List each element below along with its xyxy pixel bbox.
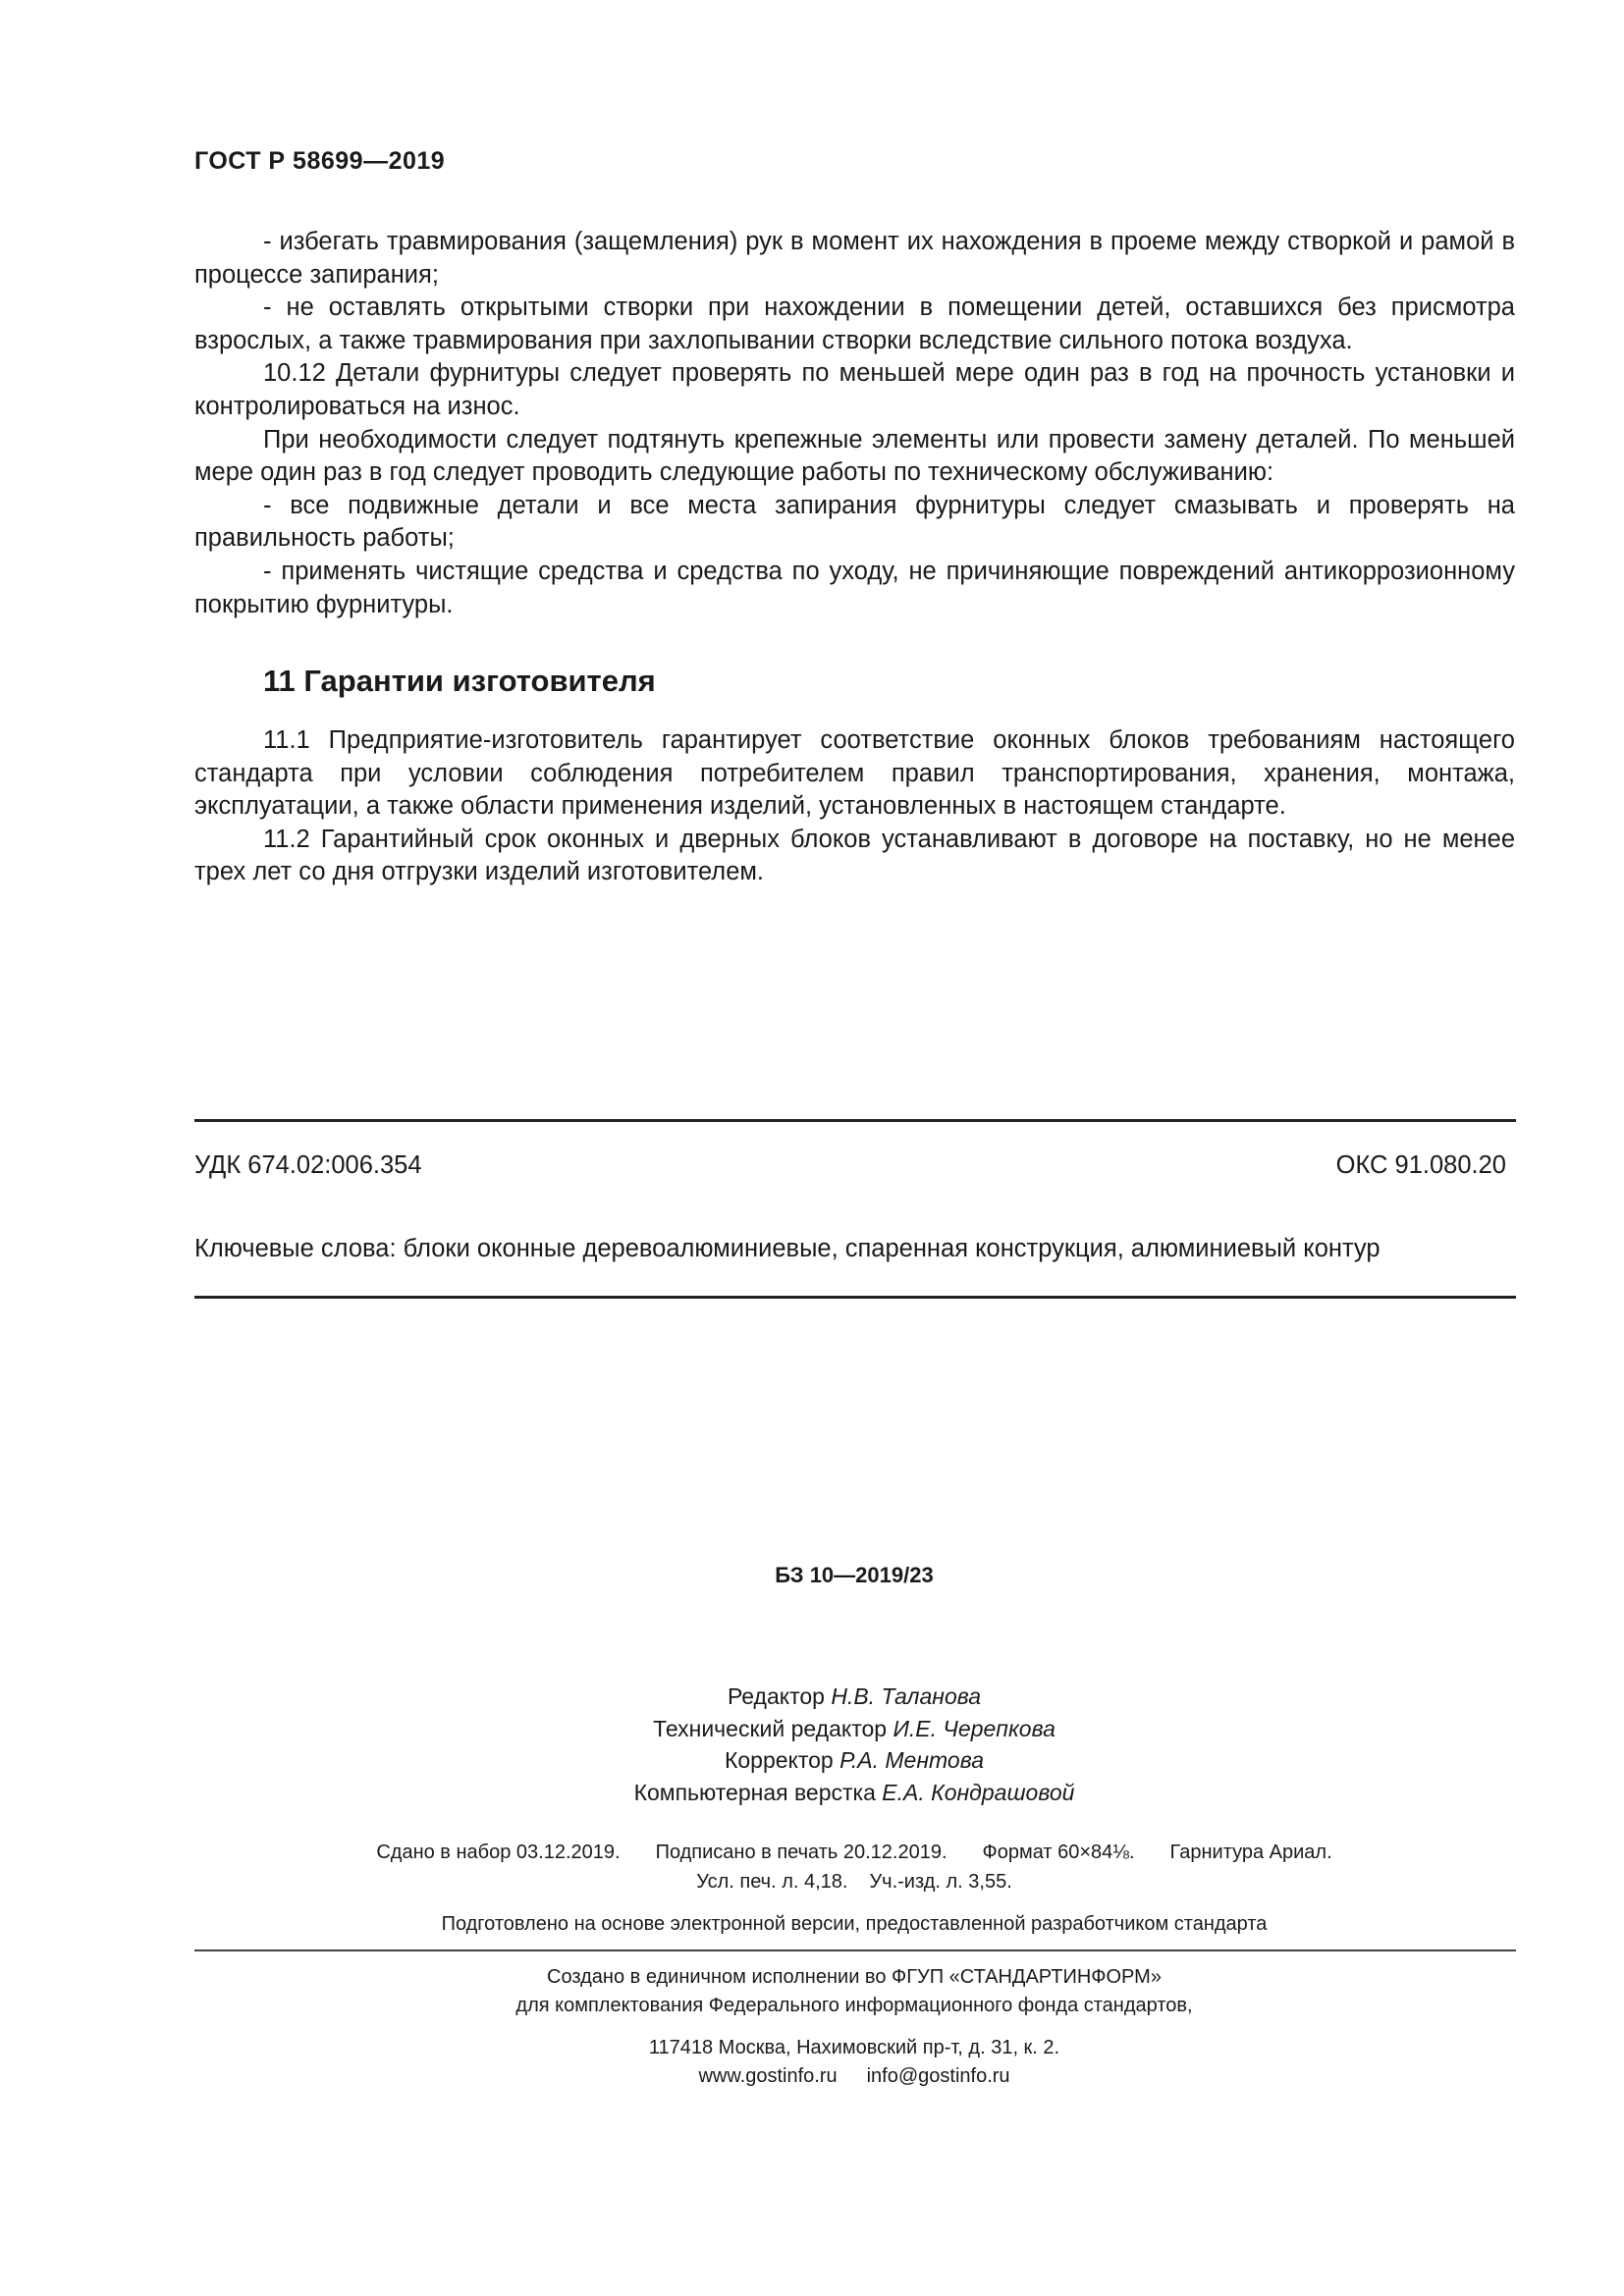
contacts-line xyxy=(0,2062,1624,2091)
submitted-date: Сдано в набор 03.12.2019. xyxy=(376,1842,621,1863)
prepared-note: Подготовлено на основе электронной версии, предоставленной разработчиком стандарта xyxy=(441,1913,1268,1935)
email-link[interactable]: info@gostinfo.ru xyxy=(866,2065,1010,2087)
created-line: Создано в единичном исполнении во ФГУП «СТАНДАРТИНФОРМ» xyxy=(547,1966,1162,1988)
keywords: Ключевые слова: блоки оконные деревоалюминиевые, спаренная конструкция, алюминиевый контур xyxy=(194,1235,1380,1262)
credit-line xyxy=(0,1744,1624,1777)
signed-date: Подписано в печать 20.12.2019. xyxy=(655,1842,947,1863)
paragraph: - избегать травмирования (защемления) рук в момент их нахождения в проеме между створкой и рамой в процессе запирания; xyxy=(194,228,1515,289)
print-format: Формат 60×84⅛. xyxy=(982,1842,1135,1863)
section-title: 11 Гарантии изготовителя xyxy=(263,664,656,698)
page-header-standard-code: ГОСТ Р 58699—2019 xyxy=(194,147,446,175)
paragraph: При необходимости следует подтянуть крепежные элементы или провести замену деталей. По меньшей мере один раз в год следует проводить следующие работы по техническому обслуживанию: xyxy=(194,425,1515,487)
credit-name: Е.А. Кондрашовой xyxy=(882,1779,1075,1805)
credit-name: И.Е. Черепкова xyxy=(893,1715,1056,1741)
section-text xyxy=(194,724,1515,889)
paragraph: - все подвижные детали и все места запирания фурнитуры следует смазывать и проверять на правильность работы; xyxy=(194,491,1515,553)
credit-role: Технический редактор xyxy=(653,1715,888,1741)
credit-role: Компьютерная верстка xyxy=(633,1779,876,1805)
credit-name: Н.В. Таланова xyxy=(831,1683,982,1709)
oks-code: ОКС 91.080.20 xyxy=(1335,1151,1506,1179)
publication-info-line xyxy=(0,1838,1624,1867)
credit-line xyxy=(0,1777,1624,1809)
created-note xyxy=(0,1963,1624,2020)
body-text xyxy=(194,226,1515,621)
print-sheets: Усл. печ. л. 4,18. xyxy=(696,1871,848,1893)
credits-block xyxy=(0,1681,1624,1808)
publication-info xyxy=(0,1838,1624,1896)
credit-line xyxy=(0,1681,1624,1713)
address-block xyxy=(0,2034,1624,2091)
credit-line xyxy=(0,1713,1624,1745)
divider-imprint xyxy=(194,1949,1516,1951)
paragraph: 11.1 Предприятие-изготовитель гарантирует соответствие оконных блоков требованиям настоящего стандарта при условии соблюдения потребителем правил транспортирования, хранения, монтажа, эксплуатации, а также области применения изделий, установленных в настоящем стандарте. xyxy=(194,726,1515,821)
credit-role: Корректор xyxy=(724,1747,834,1773)
typeface: Гарнитура Ариал. xyxy=(1169,1842,1332,1863)
credit-name: Р.А. Ментова xyxy=(839,1747,984,1773)
credit-role: Редактор xyxy=(727,1683,825,1709)
website-link[interactable]: www.gostinfo.ru xyxy=(698,2065,838,2087)
bz-number: БЗ 10—2019/23 xyxy=(775,1563,934,1587)
paragraph: - не оставлять открытыми створки при нахождении в помещении детей, оставшихся без присмотра взрослых, а также травмирования при захлопывании створки вследствие сильного потока воздуха. xyxy=(194,294,1515,354)
paragraph: 10.12 Детали фурнитуры следует проверять по меньшей мере один раз в год на прочность установки и контролироваться на износ. xyxy=(194,359,1515,420)
paragraph: - применять чистящие средства и средства по уходу, не причиняющие повреждений антикоррозионному покрытию фурнитуры. xyxy=(194,557,1515,618)
publisher-sheets: Уч.-изд. л. 3,55. xyxy=(869,1871,1012,1893)
divider-top xyxy=(194,1119,1516,1122)
publication-info-line xyxy=(0,1867,1624,1896)
created-line: для комплектования Федерального информационного фонда стандартов, xyxy=(515,1995,1193,2016)
postal-address: 117418 Москва, Нахимовский пр-т, д. 31, к. 2. xyxy=(648,2037,1060,2058)
divider-bottom xyxy=(194,1296,1516,1299)
paragraph: 11.2 Гарантийный срок оконных и дверных блоков устанавливают в договоре на поставку, но не менее трех лет со дня отгрузки изделий изготовителем. xyxy=(194,825,1515,886)
udk-code: УДК 674.02:006.354 xyxy=(194,1151,422,1179)
